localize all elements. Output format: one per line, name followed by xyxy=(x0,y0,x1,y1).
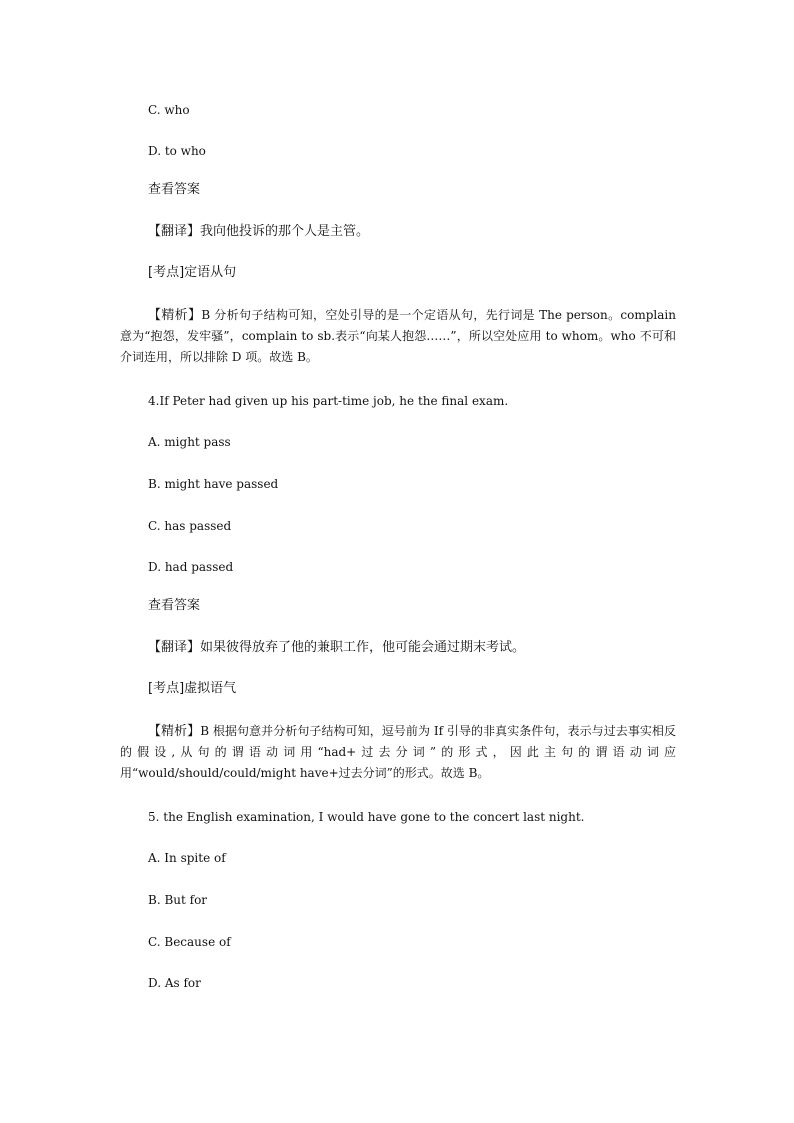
q4-translation-text: 如果彼得放弃了他的兼职工作，他可能会通过期末考试。 xyxy=(200,640,526,655)
q5-option-c: C. Because of xyxy=(148,935,231,949)
q3-view-answer-link[interactable]: 查看答案 xyxy=(148,182,201,197)
q3-analysis xyxy=(120,305,676,368)
q3-analysis-label: 【精析】 xyxy=(148,308,202,323)
q4-analysis-text: B 根据句意并分析句子结构可知，逗号前为 If 引导的非真实条件句，表示与过去事实相反的假设,从句的谓语动词用“had+过去分词”的形式，因此主句的谓语动词应用“would/should/could/might have+过去分词”的形式。故选 B。 xyxy=(120,724,676,780)
q5-stem: 5. the English examination, I would have gone to the concert last night. xyxy=(148,810,585,824)
q5-option-a: A. In spite of xyxy=(148,851,226,865)
q4-option-d: D. had passed xyxy=(148,560,234,574)
q5-option-d: D. As for xyxy=(148,976,201,990)
q5-option-b: B. But for xyxy=(148,893,208,907)
q4-stem: 4.If Peter had given up his part-time job, he the final exam. xyxy=(148,394,509,408)
q4-option-a: A. might pass xyxy=(148,435,231,449)
q3-translation-text: 我向他投诉的那个人是主管。 xyxy=(200,224,370,239)
q3-analysis-text: B 分析句子结构可知，空处引导的是一个定语从句，先行词是 The person。complain 意为“抱怨，发牢骚”，complain to sb.表示“向某人抱怨……”，所以空处应用 to whom。who 不可和介词连用，所以排除 D 项。故选 B。 xyxy=(120,308,676,364)
q4-view-answer-link[interactable]: 查看答案 xyxy=(148,598,201,613)
q4-analysis-label: 【精析】 xyxy=(148,724,201,739)
q3-key-point: [考点]定语从句 xyxy=(148,265,237,280)
q4-key-point: [考点]虚拟语气 xyxy=(148,681,237,696)
q4-translation xyxy=(148,640,525,656)
q3-option-c: C. who xyxy=(148,103,190,117)
q4-analysis xyxy=(120,721,676,784)
q3-translation xyxy=(148,224,369,240)
q4-translation-label: 【翻译】 xyxy=(148,640,201,655)
q3-option-d: D. to who xyxy=(148,144,206,158)
q3-translation-label: 【翻译】 xyxy=(148,224,201,239)
q4-option-c: C. has passed xyxy=(148,519,232,533)
q4-option-b: B. might have passed xyxy=(148,477,279,491)
